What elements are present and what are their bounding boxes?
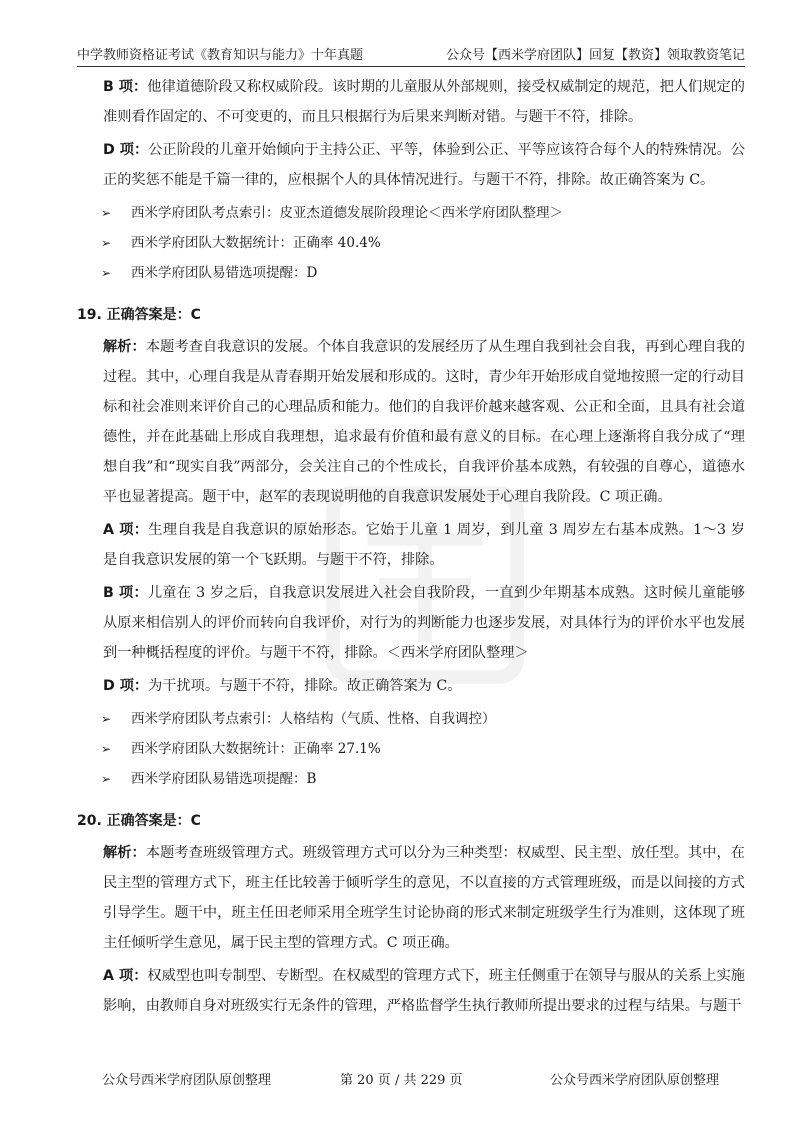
- q19-option-d: [77, 671, 745, 701]
- arrow-bullet-icon: ➢: [101, 772, 112, 786]
- prev-option-d: [77, 135, 745, 195]
- option-label: B 项：: [103, 585, 148, 601]
- arrow-bullet-icon: ➢: [101, 266, 112, 280]
- question-19-title: 19. 正确答案是：C: [77, 307, 201, 323]
- header-promo: 公众号【西米学府团队】回复【教资】领取教资笔记: [445, 48, 745, 63]
- prev-option-b: [77, 72, 745, 132]
- option-text: 公正阶段的儿童开始倾向于主持公正、平等，体验到公正、平等应该符合每个人的特殊情况。公正的奖惩不能是千篇一律的，应根据个人的具体情况进行。与题干不符，排除。故正确答案为 C。: [103, 142, 745, 188]
- document-body: [77, 72, 745, 1024]
- option-label: A 项：: [103, 968, 148, 984]
- arrow-bullet-icon: ➢: [101, 742, 112, 756]
- header-title: 中学教师资格证考试《教育知识与能力》十年真题: [77, 48, 364, 63]
- q20-analysis: [77, 838, 745, 958]
- footer-left: 公众号西米学府团队原创整理: [102, 1073, 272, 1088]
- option-label: A 项：: [103, 522, 149, 538]
- bullet-item: ➢ 西米学府团队考点索引：人格结构（气质、性格、自我调控）: [77, 704, 745, 734]
- footer-right: 公众号西米学府团队原创整理: [550, 1073, 720, 1088]
- option-text: 生理自我是自我意识的原始形态。它始于儿童 1 周岁，到儿童 3 周岁左右基本成熟。1～3 岁是自我意识发展的第一个飞跃期。与题干不符，排除。: [103, 522, 745, 568]
- arrow-bullet-icon: ➢: [101, 206, 112, 220]
- question-20-title: 20. 正确答案是：C: [77, 813, 201, 829]
- option-text: 儿童在 3 岁之后，自我意识发展进入社会自我阶段，一直到少年期基本成熟。这时候儿童能够从原来相信别人的评价而转向自我评价，对行为的判断能力也逐步发展，对具体行为的评价水平也发展到一种概括程度的评价。与题干不符，排除。＜西米学府团队整理＞: [103, 585, 745, 661]
- arrow-bullet-icon: ➢: [101, 712, 112, 726]
- analysis-label: 解析：: [103, 339, 146, 355]
- option-label: D 项：: [103, 142, 149, 158]
- bullet-item: ➢ 西米学府团队大数据统计：正确率 40.4%: [77, 228, 745, 258]
- bullet-item: ➢ 西米学府团队考点索引：皮亚杰道德发展阶段理论＜西米学府团队整理＞: [77, 198, 745, 228]
- page-header: [77, 40, 745, 67]
- q20-option-a: [77, 961, 745, 1021]
- analysis-label: 解析：: [103, 845, 146, 861]
- bullet-item: ➢ 西米学府团队易错选项提醒：B: [77, 764, 745, 794]
- q19-option-b: [77, 578, 745, 668]
- q19-option-a: [77, 515, 745, 575]
- option-label: B 项：: [103, 79, 148, 95]
- page-number: 第 20 页 / 共 229 页: [340, 1073, 463, 1088]
- option-text: 他律道德阶段又称权威阶段。该时期的儿童服从外部规则，接受权威制定的规范，把人们规定的准则看作固定的、不可变更的，而且只根据行为后果来判断对错。与题干不符，排除。: [103, 79, 745, 125]
- analysis-text: 本题考查班级管理方式。班级管理方式可以分为三种类型：权威型、民主型、放任型。其中，在民主型的管理方式下，班主任比较善于倾听学生的意见，不以直接的方式管理班级，而是以间接的方式引导学生。题干中，班主任田老师采用全班学生讨论协商的形式来制定班级学生行为准则，这体现了班主任倾听学生意见，属于民主型的管理方式。C 项正确。: [103, 845, 745, 951]
- q19-analysis: [77, 332, 745, 512]
- bullet-item: ➢ 西米学府团队大数据统计：正确率 27.1%: [77, 734, 745, 764]
- bullet-item: ➢ 西米学府团队易错选项提醒：D: [77, 258, 745, 288]
- option-text: 为干扰项。与题干不符，排除。故正确答案为 C。: [148, 678, 462, 694]
- option-text: 权威型也叫专制型、专断型。在权威型的管理方式下，班主任侧重于在领导与服从的关系上实施影响，由教师自身对班级实行无条件的管理，严格监督学生执行教师所提出要求的过程与结果。与题干: [103, 968, 745, 1014]
- arrow-bullet-icon: ➢: [101, 236, 112, 250]
- option-label: D 项：: [103, 678, 149, 694]
- analysis-text: 本题考查自我意识的发展。个体自我意识的发展经历了从生理自我到社会自我，再到心理自我的过程。其中，心理自我是从青春期开始发展和形成的。这时，青少年开始形成自觉地按照一定的行动目标和社会准则来评价自己的心理品质和能力。他们的自我评价越来越客观、公正和全面，且具有社会道德性，并在此基础上形成自我理想，追求最有价值和最有意义的目标。在心理上逐渐将自我分成了“理想自我”和“现实自我”两部分，会关注自己的个性成长，自我评价基本成熟，有较强的自尊心，道德水平也显著提高。题干中，赵军的表现说明他的自我意识发展处于心理自我阶段。C 项正确。: [103, 339, 745, 505]
